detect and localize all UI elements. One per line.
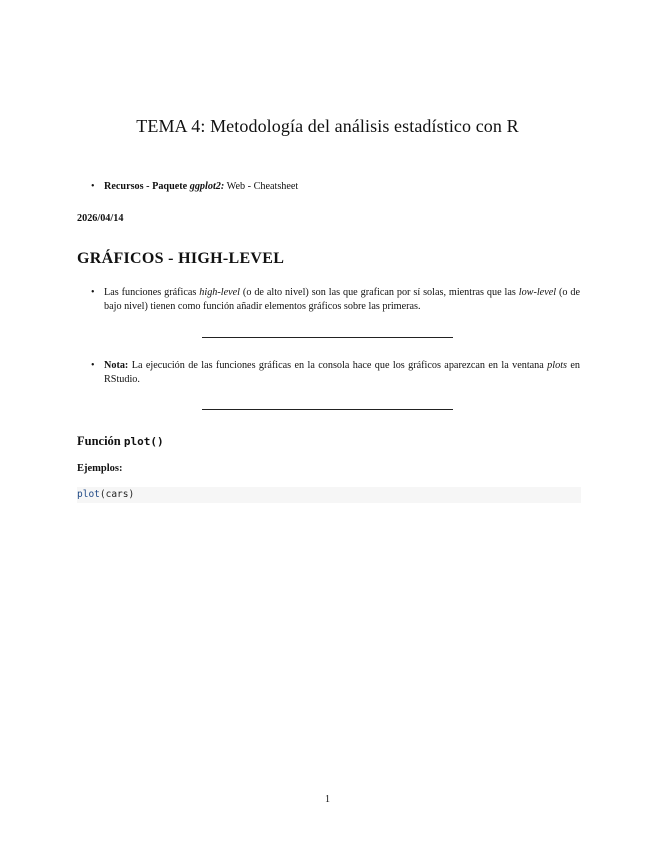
bullet-icon: • — [91, 181, 95, 192]
paragraph-text: Las funciones gráficas high-level (o de alto nivel) son las que grafican por sí solas, mientras que las low-level (o de bajo nivel) tienen como función añadir elementos gráficos sobre las primeras. — [104, 287, 580, 312]
code-args: (cars) — [99, 489, 135, 500]
function-name: plot() — [123, 435, 164, 448]
code-block — [77, 487, 581, 503]
examples-heading: Ejemplos: — [77, 463, 123, 474]
page-number: 1 — [325, 794, 330, 805]
web-link[interactable]: Web — [226, 181, 246, 192]
paragraph-text: Nota: La ejecución de las funciones gráficas en la consola hace que los gráficos aparezcan en la ventana plots en RStudio. — [104, 360, 580, 385]
document-date: 2026/04/14 — [77, 213, 124, 224]
note-label: Nota: — [104, 360, 129, 371]
paragraph-note — [92, 359, 580, 386]
bullet-icon: • — [91, 287, 95, 298]
section-heading: GRÁFICOS - HIGH-LEVEL — [77, 250, 285, 267]
code-function: plot — [77, 489, 100, 500]
package-name: ggplot2: — [189, 181, 225, 192]
bullet-icon: • — [91, 360, 95, 371]
resources-label: Recursos - Paquete — [104, 181, 190, 192]
paragraph-high-level — [92, 286, 580, 313]
horizontal-rule — [202, 409, 453, 410]
page-title: TEMA 4: Metodología del análisis estadístico con R — [136, 116, 519, 136]
subsection-heading: Función plot() — [77, 434, 164, 448]
resources-item — [92, 180, 580, 194]
link-separator: - — [245, 181, 254, 192]
horizontal-rule — [202, 337, 453, 338]
cheatsheet-link[interactable]: Cheatsheet — [253, 181, 299, 192]
